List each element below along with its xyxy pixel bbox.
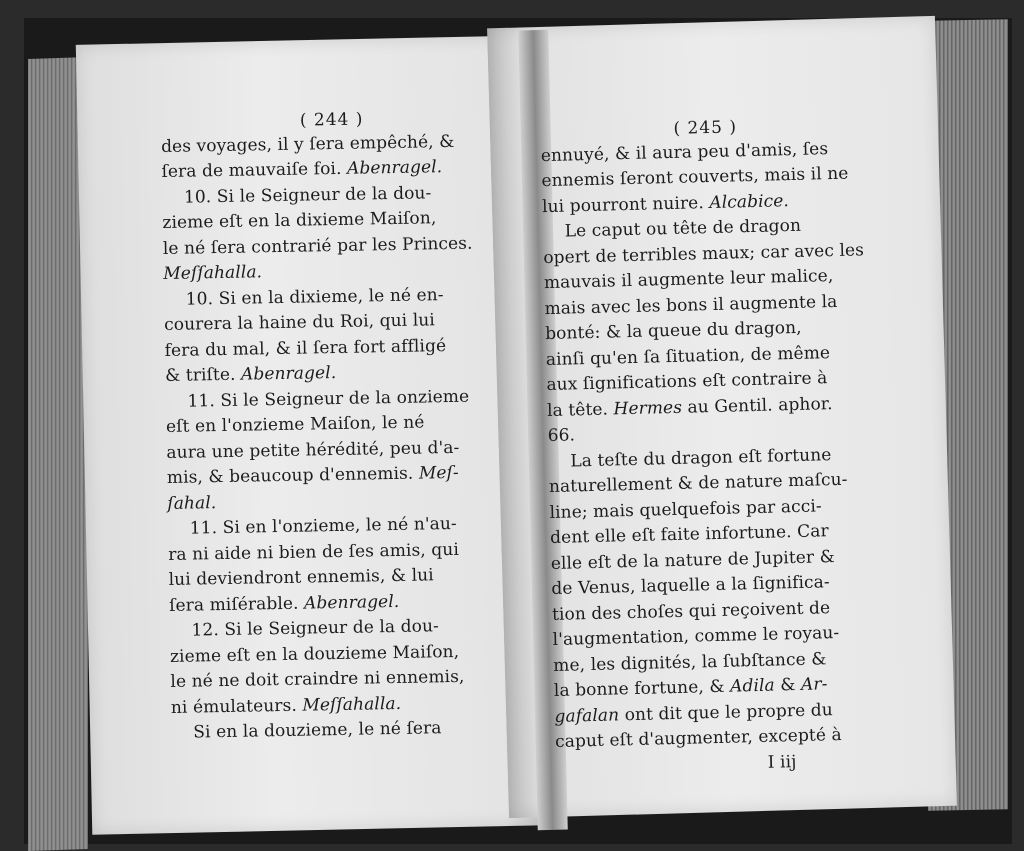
text-line: opert de terribles maux; car avec les	[543, 239, 865, 268]
text-line: tion des choſes qui reçoivent de	[551, 597, 831, 625]
text-line: mais avec les bons il augmente la	[544, 291, 838, 319]
text-line: Meſſahalla.	[163, 262, 263, 285]
text-line: de Venus, laquelle a la ſignifica-	[551, 572, 831, 599]
text-line: 10. Si le Seigneur de la dou-	[183, 182, 432, 208]
text-line: mauvais il augmente leur malice,	[543, 266, 834, 294]
text-line: ainſi qu'en ſa ſituation, de même	[545, 342, 831, 370]
text-line: elle eſt de la nature de Jupiter &	[550, 546, 836, 574]
text-line: La teſte du dragon eſt fortune	[570, 444, 832, 471]
text-line: dent elle eſt faite infortune. Car	[549, 521, 829, 549]
right-page-number: ( 245 )	[673, 117, 738, 139]
text-line: 11. Si le Seigneur de la onzieme	[187, 386, 470, 412]
text-line: ſera de mauvaiſe foi. Abenragel.	[161, 157, 443, 183]
text-line: fera du mal, & il ſera fort affligé	[164, 335, 447, 361]
text-line: ſera miſérable. Abenragel.	[168, 591, 400, 616]
text-line: zieme eſt en la douzieme Maiſon,	[169, 641, 460, 667]
text-line: l'augmentation, comme le royau-	[552, 622, 840, 650]
text-line: courera la haine du Roi, qui lui	[164, 310, 436, 335]
text-line: lui deviendront ennemis, & lui	[168, 565, 434, 590]
text-line: 12. Si le Seigneur de la dou-	[191, 616, 440, 641]
text-line: me, les dignités, la ſubſtance &	[553, 648, 827, 676]
text-line: line; mais quelquefois par acci-	[549, 495, 822, 523]
signature-mark: I iij	[767, 751, 797, 773]
text-line: 10. Si en la dixieme, le né en-	[185, 284, 444, 310]
text-line: & triſte. Abenragel.	[164, 363, 337, 386]
text-line: aura une petite hérédité, peu d'a-	[166, 437, 460, 463]
text-line: caput eſt d'augmenter, excepté à	[554, 724, 843, 752]
right-page-text	[540, 112, 886, 781]
text-line: ni émulateurs. Meſſahalla.	[170, 693, 402, 718]
text-line: ſahal.	[167, 492, 217, 514]
text-line: la bonne fortune, & Adila & Ar-	[553, 674, 828, 701]
text-line: lui pourront nuire. Alcabice.	[541, 190, 790, 217]
text-line: Si en la douzieme, le né ſera	[193, 718, 442, 743]
text-line: gafalan ont dit que le propre du	[554, 699, 834, 727]
text-line: naturellement & de nature maſcu-	[548, 469, 848, 498]
text-line: eſt en l'onzieme Maiſon, le né	[165, 412, 425, 437]
text-line: mis, & beaucoup d'ennemis. Meſ-	[166, 462, 459, 488]
text-line: bonté: & la queue du dragon,	[544, 317, 802, 345]
text-line: le né ſera contrarié par les Princes.	[162, 233, 473, 259]
text-line: aux ſignifications eſt contraire à	[546, 368, 828, 396]
text-line: 11. Si en l'onzieme, le né n'au-	[189, 513, 457, 539]
text-line: 66.	[547, 425, 576, 447]
text-line: ra ni aide ni bien de ſes amis, qui	[168, 539, 460, 565]
text-line: le né ne doit craindre ni ennemis,	[170, 666, 465, 692]
left-page-number: ( 244 )	[299, 109, 364, 131]
text-line: la tête. Hermes au Gentil. aphor.	[546, 393, 833, 421]
text-line: zieme eſt en la dixieme Maiſon,	[162, 208, 437, 234]
left-page-text	[160, 105, 513, 746]
text-line: ennemis ſeront couverts, mais il ne	[541, 163, 849, 192]
text-line: des voyages, il y ſera empêché, &	[160, 131, 455, 157]
text-line: ennuyé, & il aura peu d'amis, ſes	[540, 138, 829, 166]
text-line: Le caput ou tête de dragon	[564, 215, 802, 242]
